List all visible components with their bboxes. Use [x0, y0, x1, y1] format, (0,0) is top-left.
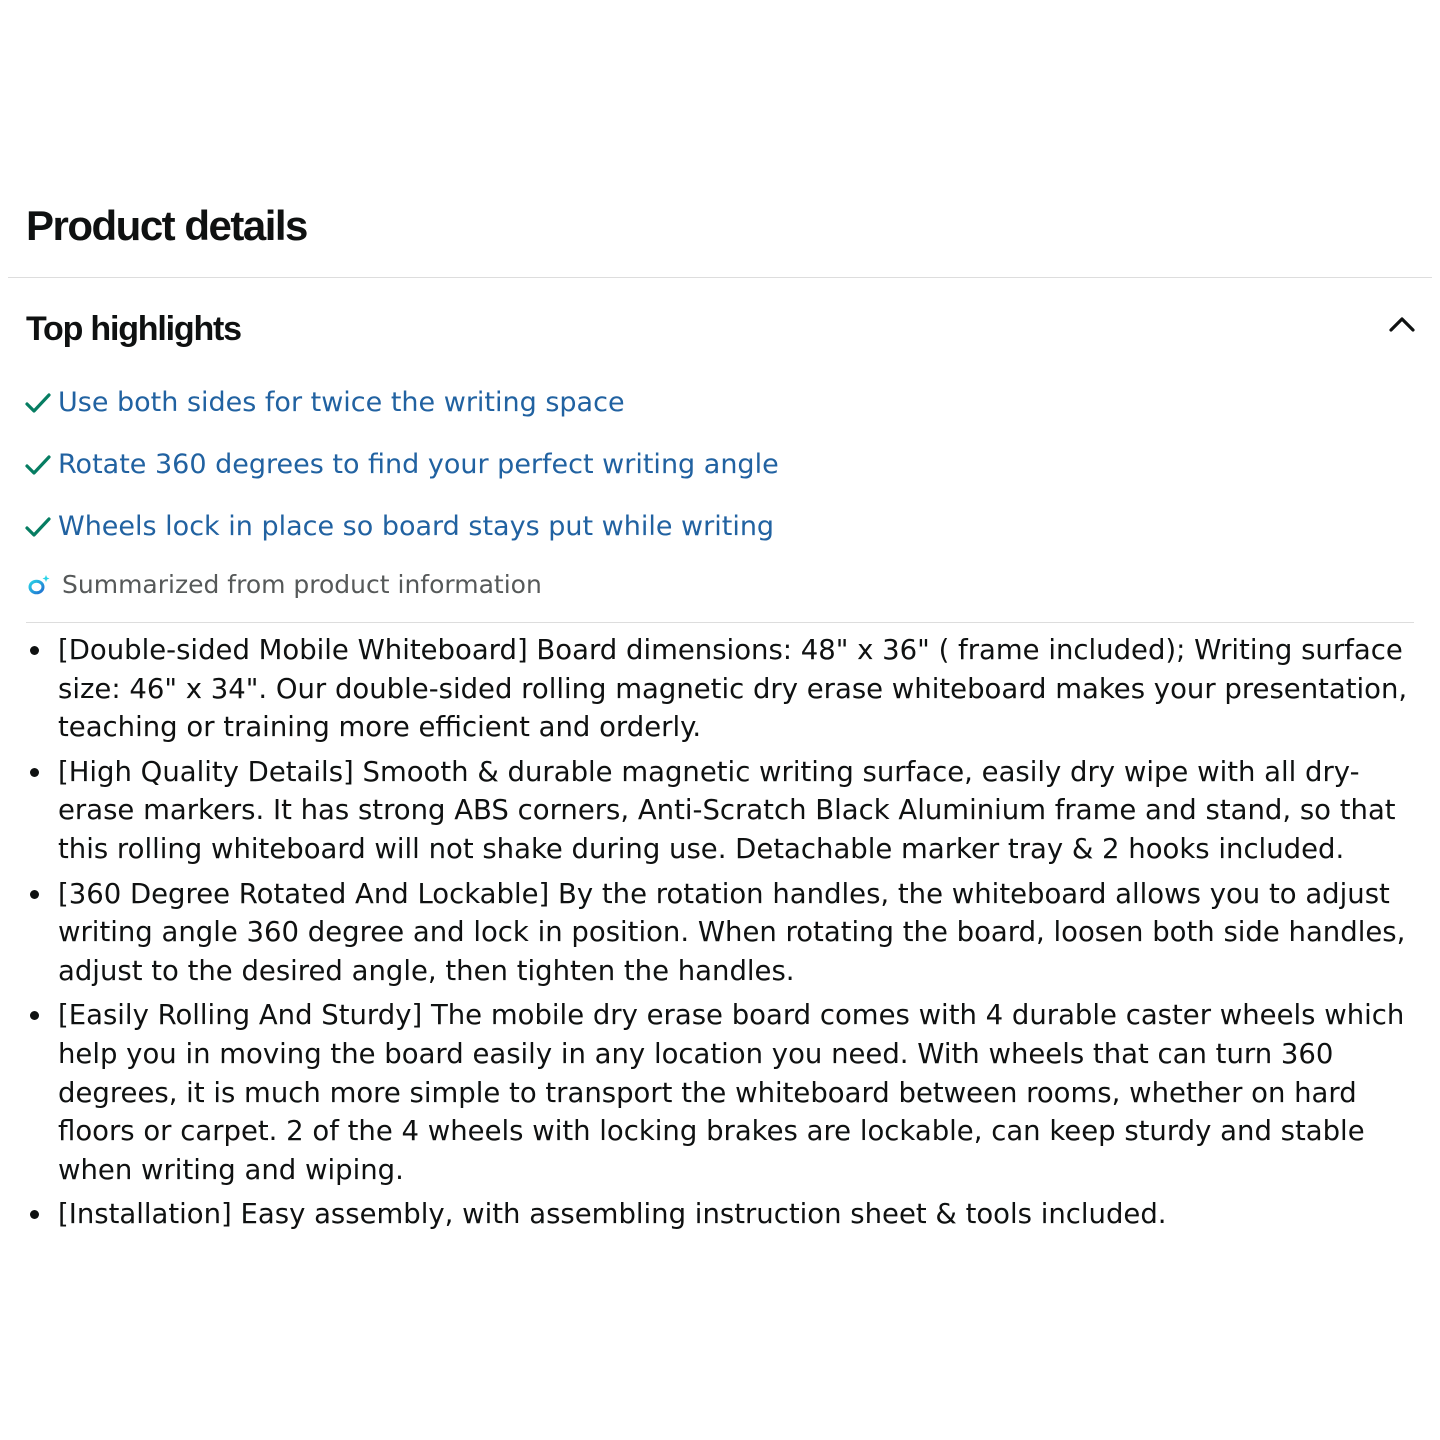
- highlight-item: [24, 383, 779, 423]
- highlight-text: Use both sides for twice the writing space: [58, 387, 625, 418]
- bullet-item: [58, 631, 1418, 747]
- bullet-text: [Easily Rolling And Sturdy] The mobile dry erase board comes with 4 durable caster wheels which help you in moving the board easily in any location you need. With wheels that can turn 360 degrees, it is much more simple to transport the whiteboard between rooms, whether on hard floors or carpet. 2 of the 4 wheels with locking brakes are lockable, can keep sturdy and stable when writing and wiping.: [58, 999, 1405, 1186]
- bullet-item: [58, 753, 1418, 869]
- highlight-item: [24, 507, 779, 547]
- ai-sparkle-icon: [26, 573, 50, 597]
- bullet-dot: [30, 1011, 39, 1020]
- highlight-item: [24, 445, 779, 485]
- highlights-list: [24, 383, 779, 569]
- checkmark-icon: [24, 389, 52, 417]
- section-divider: [8, 277, 1432, 278]
- highlight-text: Wheels lock in place so board stays put while writing: [58, 511, 775, 542]
- bullet-text: [Installation] Easy assembly, with assembling instruction sheet & tools included.: [58, 1198, 1167, 1231]
- summary-note: [26, 566, 542, 604]
- top-highlights-header[interactable]: [26, 306, 1418, 352]
- bullet-text: [Double-sided Mobile Whiteboard] Board dimensions: 48" x 36" ( frame included); Writing surface size: 46" x 34". Our double-sided rolling magnetic dry erase whiteboard makes your presentation, teaching or training more efficient and orderly.: [58, 634, 1408, 744]
- bullet-item: [58, 875, 1418, 991]
- chevron-up-icon[interactable]: [1386, 308, 1418, 340]
- checkmark-icon: [24, 513, 52, 541]
- bullet-dot: [30, 646, 39, 655]
- summary-note-text: Summarized from product information: [62, 570, 542, 599]
- bullet-item: [58, 996, 1418, 1189]
- highlight-text: Rotate 360 degrees to find your perfect writing angle: [58, 449, 779, 480]
- section-title: Top highlights: [26, 310, 241, 348]
- bullet-dot: [30, 890, 39, 899]
- bullet-text: [360 Degree Rotated And Lockable] By the rotation handles, the whiteboard allows you to adjust writing angle 360 degree and lock in position. When rotating the board, loosen both side handles, adjust to the desired angle, then tighten the handles.: [58, 877, 1406, 987]
- bullet-dot: [30, 768, 39, 777]
- bullet-item: [58, 1195, 1418, 1234]
- page-title: Product details: [26, 202, 307, 249]
- feature-bullets: [58, 631, 1418, 1240]
- bullet-dot: [30, 1210, 39, 1219]
- highlights-divider: [26, 622, 1414, 623]
- bullet-text: [High Quality Details] Smooth & durable magnetic writing surface, easily dry wipe with all dry-erase markers. It has strong ABS corners, Anti-Scratch Black Aluminium frame and stand, so that this rolling whiteboard will not shake during use. Detachable marker tray & 2 hooks included.: [58, 755, 1396, 865]
- checkmark-icon: [24, 451, 52, 479]
